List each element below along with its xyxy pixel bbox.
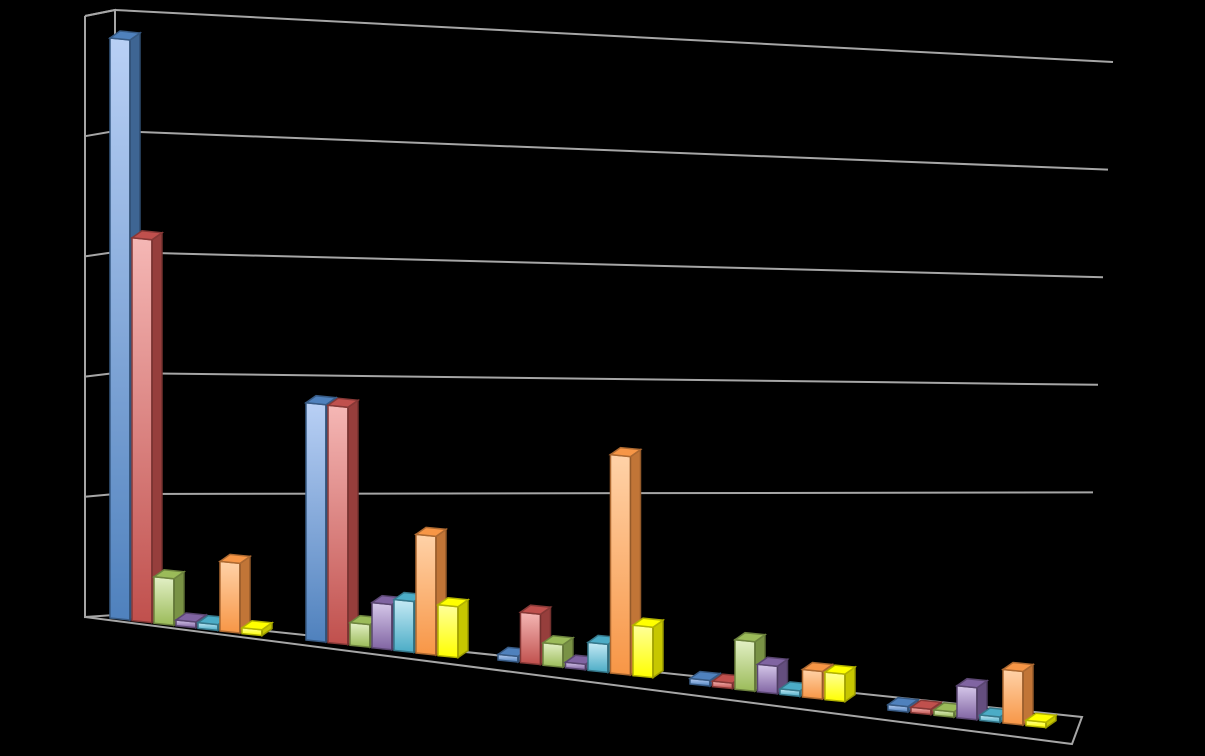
bar-front bbox=[588, 642, 608, 672]
bar-front bbox=[543, 643, 563, 667]
bar bbox=[1003, 663, 1033, 726]
bar bbox=[633, 618, 663, 677]
bar-front bbox=[306, 403, 326, 642]
bar-side bbox=[458, 600, 468, 658]
bar bbox=[132, 231, 162, 623]
bar-front bbox=[758, 664, 778, 694]
gridline bbox=[115, 492, 1093, 494]
bar bbox=[438, 598, 468, 658]
bar-front bbox=[372, 603, 392, 650]
bar-front bbox=[350, 623, 370, 648]
bar-front bbox=[110, 38, 130, 620]
bar-front bbox=[957, 686, 977, 720]
gridline bbox=[115, 373, 1098, 385]
bar-side bbox=[152, 233, 162, 623]
bar bbox=[825, 665, 855, 702]
gridline bbox=[115, 252, 1103, 277]
gridlines bbox=[85, 10, 1113, 497]
bar-side bbox=[653, 620, 663, 677]
gridline bbox=[115, 131, 1108, 170]
bar-front bbox=[825, 672, 845, 702]
bar-front bbox=[394, 600, 414, 653]
bar-front bbox=[633, 625, 653, 677]
bar-front bbox=[803, 670, 823, 700]
chart-walls bbox=[85, 10, 1082, 744]
bar-front bbox=[735, 640, 755, 692]
bar-front bbox=[328, 405, 348, 644]
bar-front bbox=[154, 577, 174, 625]
bar-front bbox=[611, 455, 631, 675]
bar-front bbox=[132, 238, 152, 623]
gridline-side bbox=[85, 10, 115, 16]
bar-front bbox=[416, 534, 436, 655]
floor-edge bbox=[85, 615, 1082, 744]
bar-side bbox=[348, 400, 358, 644]
bar-front bbox=[438, 605, 458, 658]
bar-front bbox=[521, 612, 541, 664]
bar-side bbox=[240, 556, 250, 633]
bar-front bbox=[1003, 670, 1023, 726]
gridline bbox=[115, 10, 1113, 62]
bar bbox=[220, 554, 250, 633]
bar bbox=[328, 398, 358, 644]
bar-front bbox=[220, 561, 240, 633]
